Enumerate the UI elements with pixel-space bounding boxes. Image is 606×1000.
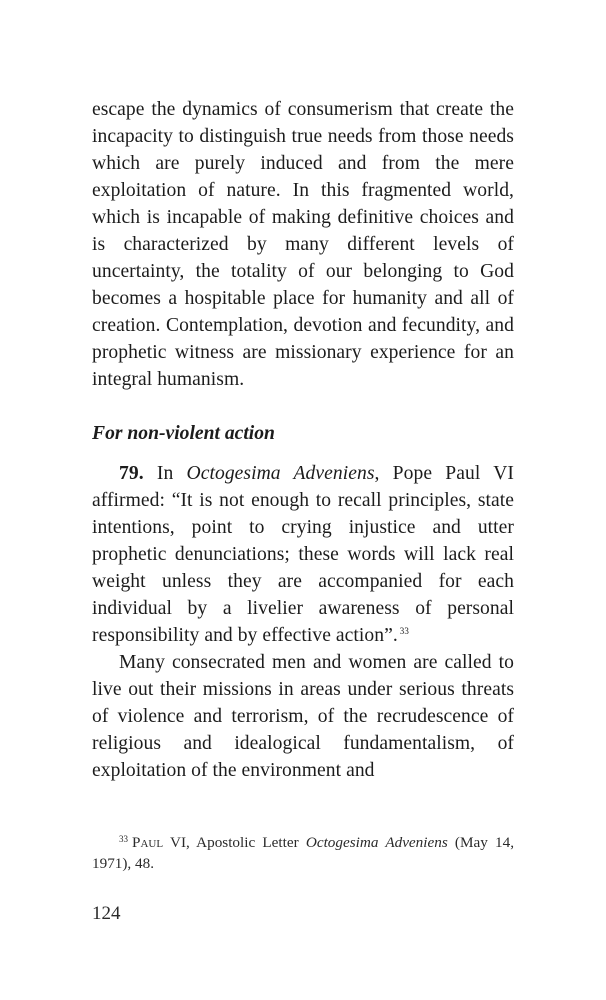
paragraph-lead: In (143, 463, 187, 484)
footnotes (92, 832, 514, 874)
paragraph-next (92, 649, 514, 784)
footnote-author-rest: VI, Apostolic Letter (163, 834, 306, 851)
section-heading: For non-violent action (92, 423, 275, 444)
footnote-title: Octogesima Adveniens (305, 834, 448, 851)
paragraph-continued-text: escape the dynamics of consumerism that create the incapacity to distinguish true needs from those needs which are purely induced and from the mere exploitation of nature. In this fragmented world, which is incapable of making definitive choices and is characterized by many different levels of uncertainty, the totality of our belonging to God becomes a hospitable place for humanity and all of creation. Contemplation, devotion and fecundity, and prophetic witness are missionary experience for an integral humanism. (92, 99, 514, 390)
paragraph-79 (92, 460, 514, 649)
paragraph-number: 79. (119, 463, 144, 484)
page-number: 124 (92, 903, 121, 924)
paragraph-continued (92, 96, 514, 393)
footnote-rest: (May 14, 1971), 48. (92, 834, 514, 872)
paragraph-next-text: Many consecrated men and women are called to live out their missions in areas under serious threats of violence and terrorism, of the recrudescence of religious and idealogical fundamentalism, of exploitation of the environment and (92, 652, 514, 781)
footnote-number: 33 (119, 834, 128, 844)
footnote-author: Paul (132, 834, 164, 851)
document-title: Octogesima Adveniens (186, 463, 375, 484)
page-body (92, 96, 514, 784)
footnote (92, 832, 514, 874)
footnote-reference[interactable]: 33 (399, 626, 409, 636)
paragraph-79-text: , Pope Paul VI affirmed: “It is not enough to recall principles, state intentions, point to crying injustice and utter prophetic denunciations; these words will lack real weight unless they are accompanied for each individual by a livelier awareness of personal responsibility and by effective action”. (92, 463, 514, 646)
